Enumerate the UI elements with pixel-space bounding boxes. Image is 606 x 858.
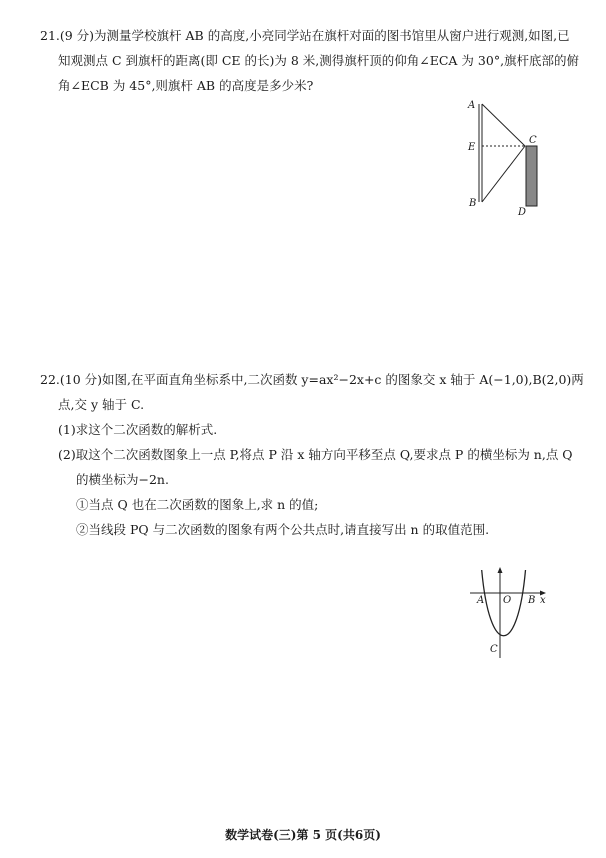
label-c: C xyxy=(490,644,498,655)
label-e: E xyxy=(468,142,476,153)
q22-line-2: 点,交 y 轴于 C. xyxy=(58,397,145,412)
q21-line-2: 知观测点 C 到旗杆的距离(即 CE 的长)为 8 米,测得旗杆顶的仰角∠ECA 为 30°,旗杆底部的俯 xyxy=(58,53,580,68)
label-x: x xyxy=(540,595,546,606)
label-b: B xyxy=(469,198,477,209)
q22-line-1: 22.(10 分)如图,在平面直角坐标系中,二次函数 y=ax²−2x+c 的图象交 x 轴于 A(−1,0),B(2,0)两 xyxy=(40,372,584,387)
y-axis-arrow xyxy=(498,567,503,573)
q22-line-7: ②当线段 PQ 与二次函数的图象有两个公共点时,请直接写出 n 的取值范围. xyxy=(76,522,490,537)
q21-line-3: 角∠ECB 为 45°,则旗杆 AB 的高度是多少米? xyxy=(58,78,314,93)
q22-line-4: (2)取这个二次函数图象上一点 P,将点 P 沿 x 轴方向平移至点 Q,要求点 P 的横坐标为 n,点 Q xyxy=(58,447,573,462)
q21-flagpole-figure xyxy=(462,96,554,224)
label-a: A xyxy=(477,595,485,606)
library-building xyxy=(526,146,537,206)
q22-figure-svg xyxy=(466,566,556,662)
label-b: B xyxy=(528,595,536,606)
q22-line-5: 的横坐标为−2n. xyxy=(76,472,169,487)
q21-figure-svg xyxy=(462,96,554,224)
q21-line-1: 21.(9 分)为测量学校旗杆 AB 的高度,小亮同学站在旗杆对面的图书馆里从窗户进行观测,如图,已 xyxy=(40,28,570,43)
q22-line-6: ①当点 Q 也在二次函数的图象上,求 n 的值; xyxy=(76,497,319,512)
sight-line-ca xyxy=(482,104,525,146)
label-c: C xyxy=(529,135,537,146)
label-a: A xyxy=(468,100,476,111)
label-o: O xyxy=(503,595,512,606)
sight-line-cb xyxy=(482,146,525,202)
q22-parabola-figure xyxy=(466,566,556,662)
q22-line-3: (1)求这个二次函数的解析式. xyxy=(58,422,218,437)
label-d: D xyxy=(518,207,527,218)
page-footer: 数学试卷(三)第 5 页(共6页) xyxy=(225,828,381,842)
